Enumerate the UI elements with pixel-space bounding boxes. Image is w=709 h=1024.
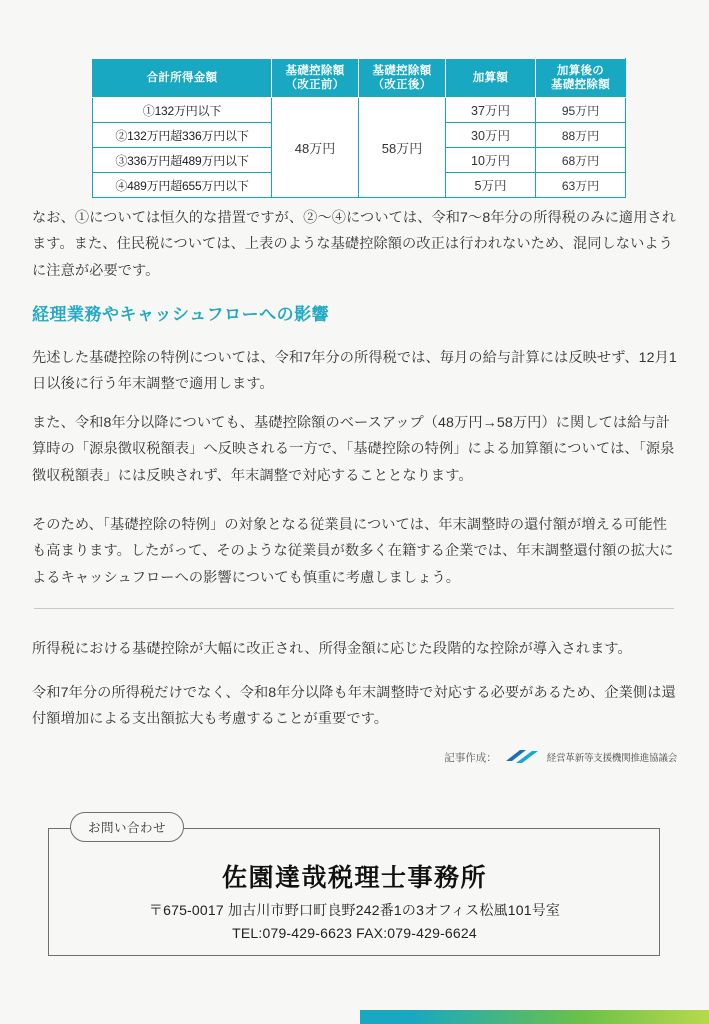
paragraph-5: 所得税における基礎控除が大幅に改正され、所得金額に応じた段階的な控除が導入されます。 <box>32 641 632 657</box>
row-range: ④489万円超655万円以下 <box>93 173 272 198</box>
col-header-income-line1: 合計所得金額 <box>146 71 218 84</box>
paragraph-3: また、令和8年分以降についても、基礎控除額のベースアップ（48万円→58万円）に関しては給与計算時の「源泉徴収税額表」へ反映される一方で、「基礎控除の特例」による加算額については、「源泉徴収税額表」には反映されず、年末調整で対応することとなります。 <box>32 415 675 484</box>
col-header-addition-line1: 加算額 <box>472 71 509 84</box>
paragraph-6: 令和7年分の所得税だけでなく、令和8年分以降も年末調整時で対応する必要があるため、企業側は還付額増加による支出額拡大も考慮することが重要です。 <box>32 685 676 728</box>
col-header-addition <box>446 59 536 98</box>
row-range: ①132万円以下 <box>93 98 272 123</box>
bottom-bar-mask <box>0 1010 360 1024</box>
cell-total: 63万円 <box>536 173 626 198</box>
contact-tag: お問い合わせ <box>70 812 184 842</box>
paragraph-2: 先述した基礎控除の特例については、令和7年分の所得税では、毎月の給与計算には反映せず、12月1日以後に行う年末調整で適用します。 <box>32 350 677 393</box>
row-range: ②132万円超336万円以下 <box>93 123 272 148</box>
col-header-total <box>536 59 626 98</box>
paragraph-4: そのため、「基礎控除の特例」の対象となる従業員については、年末調整時の還付額が増える可能性も高まります。したがって、そのような従業員が数多く在籍する企業では、年末調整還付額の拡大によるキャッシュフローへの影響についても慎重に考慮しましょう。 <box>32 517 674 586</box>
col-header-before-line1: 基礎控除額 <box>285 64 345 77</box>
organization-logo-icon <box>504 748 540 766</box>
cell-addition: 5万円 <box>446 173 536 198</box>
col-header-income <box>93 59 272 98</box>
article-credit <box>444 748 677 766</box>
office-address: 〒675-0017 加古川市野口町良野242番1の3オフィス松風101号室 <box>148 902 561 918</box>
paragraph-1: なお、①については恒久的な措置ですが、②〜④については、令和7〜8年分の所得税のみに適用されます。また、住民税については、上表のような基礎控除額の改正は行われないため、混同しないように注意が必要です。 <box>32 210 677 279</box>
credit-organization: 経営革新等支援機関推進協議会 <box>546 753 677 764</box>
col-header-before <box>272 59 359 98</box>
cell-total: 88万円 <box>536 123 626 148</box>
cell-total: 95万円 <box>536 98 626 123</box>
col-header-after-line2: （改正後） <box>372 79 432 91</box>
cell-after: 58万円 <box>359 98 446 198</box>
table-header <box>93 59 626 98</box>
col-header-after-line1: 基礎控除額 <box>372 64 432 77</box>
cell-total: 68万円 <box>536 148 626 173</box>
divider <box>34 608 674 609</box>
col-header-after <box>359 59 446 98</box>
col-header-total-line1: 加算後の <box>556 64 605 77</box>
section-heading-impact: 経理業務やキャッシュフローへの影響 <box>32 305 330 324</box>
credit-label: 記事作成： <box>444 751 497 764</box>
table-body <box>93 98 626 198</box>
row-range: ③336万円超489万円以下 <box>93 148 272 173</box>
deduction-table <box>92 58 626 198</box>
col-header-total-line2: 基礎控除額 <box>551 79 610 91</box>
table-header-row <box>93 59 626 98</box>
cell-before: 48万円 <box>272 98 359 198</box>
table-row <box>93 98 626 123</box>
cell-addition: 30万円 <box>446 123 536 148</box>
cell-addition: 37万円 <box>446 98 536 123</box>
office-telephone: TEL:079-429-6623 FAX:079-429-6624 <box>232 925 477 941</box>
office-name: 佐園達哉税理士事務所 <box>221 864 487 892</box>
cell-addition: 10万円 <box>446 148 536 173</box>
col-header-before-line2: （改正前） <box>285 79 345 91</box>
deduction-table-wrapper <box>92 58 620 198</box>
